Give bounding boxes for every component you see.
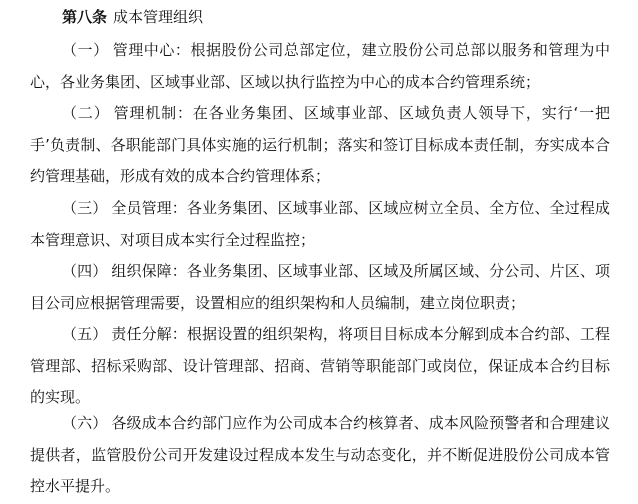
article-title: 成本管理组织: [113, 8, 204, 26]
paragraph-number: （五）: [62, 325, 108, 343]
paragraph-number: （二）: [62, 104, 110, 122]
paragraph: [30, 98, 610, 193]
paragraph-text: 管理机制：在各业务集团、区域事业部、区域负责人领导下，实行‘一把手’负责制、各职能部门具体实施的运行机制；落实和签订目标成本责任制，夯实成本合约管理基础，形成有效的成本合约管理体系；: [30, 104, 610, 185]
paragraph: [30, 408, 610, 503]
paragraph-text: 管理中心：根据股份公司总部定位，建立股份公司总部以服务和管理为中心，各业务集团、区域事业部、区域以执行监控为中心的成本合约管理系统；: [30, 41, 610, 91]
paragraph: [30, 193, 610, 256]
paragraph-text: 全员管理：各业务集团、区域事业部、区域应树立全员、全方位、全过程成本管理意识、对项目成本实行全过程监控；: [30, 199, 610, 249]
paragraph-text: 各级成本合约部门应作为公司成本合约核算者、成本风险预警者和合理建议提供者，监管股份公司开发建设过程成本发生与动态变化，并不断促进股份公司成本管控水平提升。: [30, 414, 610, 495]
paragraph-number: （一）: [62, 41, 109, 59]
paragraph: [30, 319, 610, 414]
paragraph-number: （四）: [62, 262, 108, 280]
article-number: 第八条: [62, 8, 108, 26]
article-heading: [62, 5, 203, 29]
paragraph: [30, 256, 610, 319]
paragraph-text: 组织保障：各业务集团、区域事业部、区域及所属区域、分公司、片区、项目公司应根据管理需要，设置相应的组织架构和人员编制，建立岗位职责；: [30, 262, 610, 312]
paragraph: [30, 35, 610, 98]
paragraph-text: 责任分解：根据设置的组织架构，将项目目标成本分解到成本合约部、工程管理部、招标采购部、设计管理部、招商、营销等职能部门或岗位，保证成本合约目标的实现。: [30, 325, 610, 406]
paragraph-number: （三）: [62, 199, 108, 217]
paragraph-number: （六）: [62, 414, 108, 432]
